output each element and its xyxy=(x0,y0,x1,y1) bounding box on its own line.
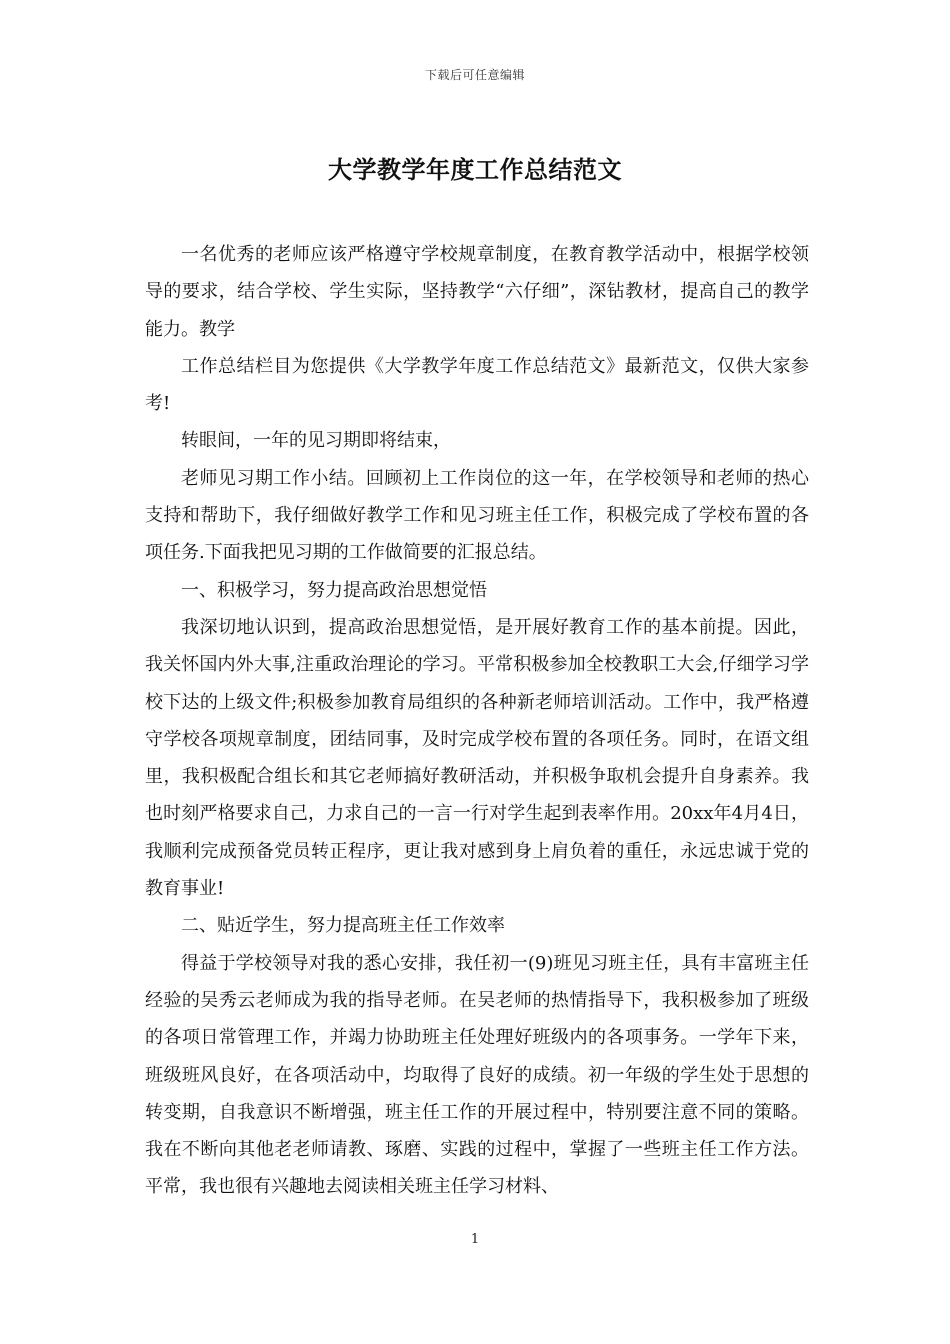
paragraph-transition: 转眼间，一年的见习期即将结束， xyxy=(181,430,451,452)
section-heading-1: 一、积极学习，努力提高政治思想觉悟 xyxy=(181,579,487,601)
paragraph-section-1-body: 我深切地认识到，提高政治思想觉悟，是开展好教育工作的基本前提。因此，我关怀国内外大事,注重政治理论的学习。平常积极参加全校教职工大会,仔细学习学校下达的上级文件;积极参加教育局组织的各种新老师培训活动。工作中，我严格遵守学校各项规章制度，团结同事，及时完成学校布置的各项任务。同时，在语文组里，我积极配合组长和其它老师搞好教研活动，并积极争取机会提升自身素养。我也时刻严格要求自己，力求自己的一言一行对学生起到表率作用。20xx年4月4日，我顺利完成预备党员转正程序，更让我对感到身上肩负着的重任，永远忠诚于党的教育事业! xyxy=(145,616,809,900)
document-body xyxy=(145,236,809,1206)
paragraph-section-2-body: 得益于学校领导对我的悉心安排，我任初一(9)班见习班主任，具有丰富班主任经验的吴秀云老师成为我的指导老师。在吴老师的热情指导下，我积极参加了班级的各项日常管理工作，并竭力协助班主任处理好班级内的各项事务。一学年下来，班级班风良好，在各项活动中，均取得了良好的成绩。初一年级的学生处于思想的转变期，自我意识不断增强，班主任工作的开展过程中，特别要注意不同的策略。我在不断向其他老老师请教、琢磨、实践的过程中，掌握了一些班主任工作方法。平常，我也很有兴趣地去阅读相关班主任学习材料、 xyxy=(145,952,809,1198)
paragraph-intro: 一名优秀的老师应该严格遵守学校规章制度，在教育教学活动中，根据学校领导的要求，结合学校、学生实际，坚持教学“六仔细”，深钻教材，提高自己的教学能力。教学 xyxy=(145,244,809,340)
page-number: 1 xyxy=(470,1232,480,1247)
paragraph-column-note: 工作总结栏目为您提供《大学教学年度工作总结范文》最新范文，仅供大家参考! xyxy=(145,355,809,415)
header-note: 下载后可任意编辑 xyxy=(424,68,525,82)
document-title: 大学教学年度工作总结范文 xyxy=(328,155,622,184)
paragraph-summary-overview: 老师见习期工作小结。回顾初上工作岗位的这一年，在学校领导和老师的热心支持和帮助下，我仔细做好教学工作和见习班主任工作，积极完成了学校布置的各项任务.下面我把见习期的工作做简要的汇报总结。 xyxy=(145,467,809,564)
section-heading-2: 二、贴近学生，努力提高班主任工作效率 xyxy=(181,915,505,937)
